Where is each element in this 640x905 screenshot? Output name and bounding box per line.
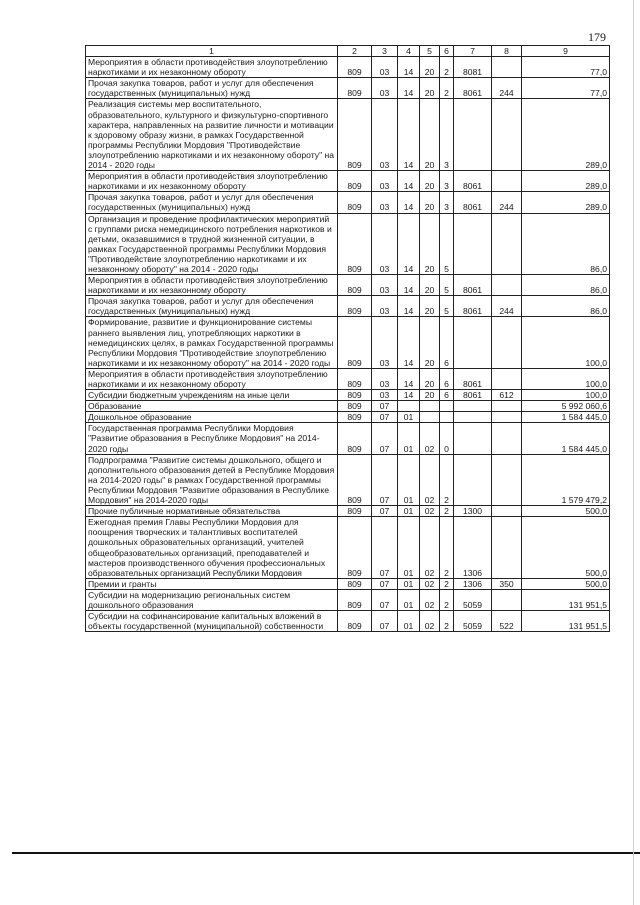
expense-type-code: [492, 317, 522, 368]
row-amount: 289,0: [522, 99, 610, 171]
row-amount: 289,0: [522, 192, 610, 213]
target-article-code: 1306: [454, 578, 492, 589]
ministry-code: 809: [338, 423, 372, 454]
expense-type-code: [492, 57, 522, 78]
row-name: Субсидии на софинансирование капитальных вложений в объекты государственной (муниципальной) собственности: [86, 611, 338, 632]
table-row: [86, 368, 610, 389]
program-code: 02: [420, 454, 440, 505]
subprogram-code: 2: [440, 517, 454, 579]
program-code: 20: [420, 368, 440, 389]
row-amount: 289,0: [522, 171, 610, 192]
table-row: [86, 99, 610, 171]
subsection-code: [398, 401, 420, 412]
ministry-code: 809: [338, 213, 372, 275]
section-code: 07: [372, 454, 398, 505]
section-code: 07: [372, 412, 398, 423]
subsection-code: 01: [398, 506, 420, 517]
target-article-code: 8061: [454, 275, 492, 296]
row-name: Мероприятия в области противодействия злоупотреблению наркотиками и их незаконному обороту: [86, 275, 338, 296]
program-code: 20: [420, 390, 440, 401]
target-article-code: [454, 401, 492, 412]
table-row: [86, 317, 610, 368]
section-code: 03: [372, 213, 398, 275]
section-code: 03: [372, 275, 398, 296]
table-row: [86, 578, 610, 589]
expense-type-code: [492, 401, 522, 412]
ministry-code: 809: [338, 192, 372, 213]
expense-type-code: [492, 275, 522, 296]
expense-type-code: [492, 517, 522, 579]
program-code: 20: [420, 78, 440, 99]
header-expense-type: 8: [492, 46, 522, 57]
budget-table: [85, 45, 610, 632]
target-article-code: 5059: [454, 589, 492, 610]
expense-type-code: 244: [492, 78, 522, 99]
header-subprogram: 6: [440, 46, 454, 57]
row-name: Ежегодная премия Главы Республики Мордовия для поощрения творческих и талантливых воспитателей дошкольных образовательных организаций, учителей общеобразовательных организаций, преподавателей и мастеров производственного обучения профессиональных образовательных организаций Республики Мордовия: [86, 517, 338, 579]
target-article-code: 8081: [454, 57, 492, 78]
subprogram-code: 6: [440, 368, 454, 389]
header-amount: 9: [522, 46, 610, 57]
table-row: [86, 275, 610, 296]
target-article-code: [454, 423, 492, 454]
ministry-code: 809: [338, 611, 372, 632]
expense-type-code: [492, 423, 522, 454]
section-code: 07: [372, 517, 398, 579]
section-code: 03: [372, 171, 398, 192]
section-code: 03: [372, 390, 398, 401]
program-code: 02: [420, 578, 440, 589]
row-name: Государственная программа Республики Мордовия "Развитие образования в Республике Мордовия" на 2014-2020 годы: [86, 423, 338, 454]
program-code: 02: [420, 506, 440, 517]
subprogram-code: 2: [440, 454, 454, 505]
expense-type-code: 522: [492, 611, 522, 632]
row-amount: 1 579 479,2: [522, 454, 610, 505]
subprogram-code: 5: [440, 213, 454, 275]
table-row: [86, 454, 610, 505]
subsection-code: 14: [398, 99, 420, 171]
subsection-code: 14: [398, 390, 420, 401]
program-code: 20: [420, 192, 440, 213]
subsection-code: 01: [398, 578, 420, 589]
row-amount: 100,0: [522, 390, 610, 401]
subprogram-code: 3: [440, 99, 454, 171]
table-row: [86, 57, 610, 78]
section-code: 03: [372, 78, 398, 99]
row-name: Подпрограмма "Развитие системы дошкольного, общего и дополнительного образования детей в Республике Мордовия на 2014-2020 годы" в рамках Государственной программы Республики Мордовия "Развитие образования в Республике Мордовия" на 2014-2020 годы: [86, 454, 338, 505]
row-amount: 86,0: [522, 213, 610, 275]
subsection-code: 14: [398, 57, 420, 78]
table-row: [86, 390, 610, 401]
row-amount: 500,0: [522, 578, 610, 589]
row-amount: 131 951,5: [522, 611, 610, 632]
ministry-code: 809: [338, 99, 372, 171]
expense-type-code: [492, 506, 522, 517]
target-article-code: 5059: [454, 611, 492, 632]
ministry-code: 809: [338, 317, 372, 368]
table-row: [86, 213, 610, 275]
program-code: 20: [420, 57, 440, 78]
section-code: 03: [372, 192, 398, 213]
row-amount: 77,0: [522, 78, 610, 99]
section-code: 03: [372, 368, 398, 389]
subsection-code: 14: [398, 368, 420, 389]
program-code: [420, 412, 440, 423]
subsection-code: 01: [398, 589, 420, 610]
ministry-code: 809: [338, 517, 372, 579]
subprogram-code: 2: [440, 506, 454, 517]
header-ministry: 2: [338, 46, 372, 57]
subprogram-code: 3: [440, 171, 454, 192]
row-name: Организация и проведение профилактических мероприятий с группами риска немедицинского потребления наркотиков и детьми, оказавшимися в трудной жизненной ситуации, в рамках Государственной программы Республики Мордовия "Противодействие злоупотреблению наркотиками и их незаконному обороту" на 2014 - 2020 годы: [86, 213, 338, 275]
expense-type-code: [492, 454, 522, 505]
program-code: 20: [420, 275, 440, 296]
row-amount: 500,0: [522, 517, 610, 579]
page-number: 179: [588, 30, 606, 44]
expense-type-code: 612: [492, 390, 522, 401]
row-amount: 86,0: [522, 275, 610, 296]
expense-type-code: 244: [492, 296, 522, 317]
expense-type-code: [492, 99, 522, 171]
subsection-code: 14: [398, 171, 420, 192]
row-name: Прочая закупка товаров, работ и услуг для обеспечения государственных (муниципальных) нужд: [86, 78, 338, 99]
target-article-code: 8061: [454, 368, 492, 389]
header-section: 3: [372, 46, 398, 57]
subsection-code: 14: [398, 317, 420, 368]
ministry-code: 809: [338, 454, 372, 505]
subprogram-code: 2: [440, 57, 454, 78]
section-code: 03: [372, 296, 398, 317]
row-name: Прочая закупка товаров, работ и услуг для обеспечения государственных (муниципальных) нужд: [86, 296, 338, 317]
subsection-code: 14: [398, 192, 420, 213]
header-program: 5: [420, 46, 440, 57]
subsection-code: 01: [398, 517, 420, 579]
table-row: [86, 506, 610, 517]
expense-type-code: 350: [492, 578, 522, 589]
ministry-code: 809: [338, 578, 372, 589]
target-article-code: [454, 454, 492, 505]
subprogram-code: 2: [440, 611, 454, 632]
header-name: 1: [86, 46, 338, 57]
section-code: 07: [372, 401, 398, 412]
ministry-code: 809: [338, 275, 372, 296]
row-amount: 500,0: [522, 506, 610, 517]
subprogram-code: 0: [440, 423, 454, 454]
section-code: 07: [372, 506, 398, 517]
section-code: 03: [372, 317, 398, 368]
subprogram-code: 3: [440, 192, 454, 213]
table-row: [86, 401, 610, 412]
row-name: Образование: [86, 401, 338, 412]
subsection-code: 01: [398, 423, 420, 454]
bottom-rule: [12, 852, 640, 854]
row-amount: 100,0: [522, 368, 610, 389]
row-name: Дошкольное образование: [86, 412, 338, 423]
ministry-code: 809: [338, 78, 372, 99]
program-code: 20: [420, 296, 440, 317]
header-target-article: 7: [454, 46, 492, 57]
row-amount: 1 584 445,0: [522, 423, 610, 454]
row-name: Реализация системы мер воспитательного, образовательного, культурного и физкультурно-спортивного характера, направленных на развитие личности и мотивации к здоровому образу жизни, в рамках Государственной программы Республики Мордовия "Противодействие злоупотреблению наркотиками и их незаконному обороту" на 2014 - 2020 годы: [86, 99, 338, 171]
scan-edge-line: [633, 0, 634, 905]
row-amount: 1 584 445,0: [522, 412, 610, 423]
row-name: Формирование, развитие и функционирование системы раннего выявления лиц, употребляющих наркотики в немедицинских целях, в рамках Государственной программы Республики Мордовия "Противодействие злоупотреблению наркотиками и их незаконному обороту" на 2014 - 2020 годы: [86, 317, 338, 368]
program-code: 20: [420, 99, 440, 171]
subsection-code: 14: [398, 213, 420, 275]
expense-type-code: [492, 213, 522, 275]
target-article-code: 8061: [454, 296, 492, 317]
table-row: [86, 192, 610, 213]
ministry-code: 809: [338, 57, 372, 78]
section-code: 03: [372, 99, 398, 171]
ministry-code: 809: [338, 506, 372, 517]
subprogram-code: 2: [440, 589, 454, 610]
target-article-code: [454, 317, 492, 368]
expense-type-code: [492, 589, 522, 610]
expense-type-code: [492, 171, 522, 192]
row-name: Мероприятия в области противодействия злоупотреблению наркотиками и их незаконному обороту: [86, 57, 338, 78]
row-name: Прочие публичные нормативные обязательства: [86, 506, 338, 517]
table-row: [86, 171, 610, 192]
subprogram-code: [440, 401, 454, 412]
target-article-code: 8061: [454, 78, 492, 99]
subprogram-code: 2: [440, 578, 454, 589]
row-amount: 77,0: [522, 57, 610, 78]
table-row: [86, 611, 610, 632]
program-code: 02: [420, 423, 440, 454]
subsection-code: 01: [398, 412, 420, 423]
row-amount: 131 951,5: [522, 589, 610, 610]
subsection-code: 01: [398, 611, 420, 632]
target-article-code: [454, 412, 492, 423]
subsection-code: 01: [398, 454, 420, 505]
table-row: [86, 78, 610, 99]
subprogram-code: 6: [440, 390, 454, 401]
program-code: 02: [420, 611, 440, 632]
section-code: 07: [372, 423, 398, 454]
subprogram-code: 5: [440, 275, 454, 296]
table-row: [86, 412, 610, 423]
ministry-code: 809: [338, 296, 372, 317]
header-subsection: 4: [398, 46, 420, 57]
subprogram-code: [440, 412, 454, 423]
row-name: Мероприятия в области противодействия злоупотреблению наркотиками и их незаконному обороту: [86, 171, 338, 192]
ministry-code: 809: [338, 589, 372, 610]
program-code: [420, 401, 440, 412]
program-code: 02: [420, 589, 440, 610]
target-article-code: [454, 99, 492, 171]
target-article-code: 1306: [454, 517, 492, 579]
table-row: [86, 589, 610, 610]
ministry-code: 809: [338, 390, 372, 401]
ministry-code: 809: [338, 171, 372, 192]
row-name: Премии и гранты: [86, 578, 338, 589]
target-article-code: 1300: [454, 506, 492, 517]
target-article-code: 8061: [454, 390, 492, 401]
table-row: [86, 517, 610, 579]
section-code: 07: [372, 578, 398, 589]
program-code: 02: [420, 517, 440, 579]
ministry-code: 809: [338, 412, 372, 423]
program-code: 20: [420, 317, 440, 368]
row-amount: 5 992 060,6: [522, 401, 610, 412]
subsection-code: 14: [398, 275, 420, 296]
subprogram-code: 5: [440, 296, 454, 317]
subprogram-code: 2: [440, 78, 454, 99]
ministry-code: 809: [338, 368, 372, 389]
subsection-code: 14: [398, 78, 420, 99]
table-header-row: [86, 46, 610, 57]
expense-type-code: 244: [492, 192, 522, 213]
row-amount: 100,0: [522, 317, 610, 368]
section-code: 07: [372, 589, 398, 610]
subprogram-code: 6: [440, 317, 454, 368]
row-name: Прочая закупка товаров, работ и услуг для обеспечения государственных (муниципальных) нужд: [86, 192, 338, 213]
section-code: 07: [372, 611, 398, 632]
row-amount: 86,0: [522, 296, 610, 317]
expense-type-code: [492, 412, 522, 423]
table-row: [86, 423, 610, 454]
row-name: Субсидии бюджетным учреждениям на иные цели: [86, 390, 338, 401]
program-code: 20: [420, 213, 440, 275]
program-code: 20: [420, 171, 440, 192]
row-name: Субсидии на модернизацию региональных систем дошкольного образования: [86, 589, 338, 610]
subsection-code: 14: [398, 296, 420, 317]
row-name: Мероприятия в области противодействия злоупотреблению наркотиками и их незаконному обороту: [86, 368, 338, 389]
section-code: 03: [372, 57, 398, 78]
target-article-code: 8061: [454, 171, 492, 192]
target-article-code: [454, 213, 492, 275]
table-row: [86, 296, 610, 317]
ministry-code: 809: [338, 401, 372, 412]
expense-type-code: [492, 368, 522, 389]
target-article-code: 8061: [454, 192, 492, 213]
